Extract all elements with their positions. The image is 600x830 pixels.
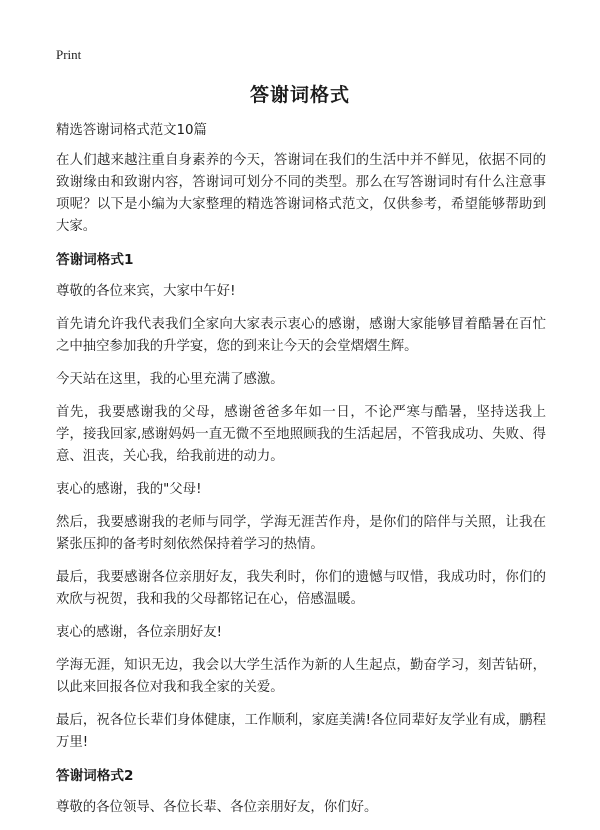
document-subtitle: 精选答谢词格式范文10篇 (56, 123, 207, 138)
paragraph: 首先，我要感谢我的父母，感谢爸爸多年如一日，不论严寒与酷暑，坚持送我上学，接我回家,感谢妈妈一直无微不至地照顾我的生活起居，不管我成功、失败、得意、沮丧，关心我，给我前进的动力。 (56, 405, 546, 464)
paragraph: 今天站在这里，我的心里充满了感激。 (56, 372, 284, 387)
paragraph: 首先请允许我代表我们全家向大家表示衷心的感谢，感谢大家能够冒着酷暑在百忙之中抽空参加我的升学宴，您的到来让今天的会堂熠熠生辉。 (56, 317, 546, 354)
paragraph: 衷心的感谢，我的"父母! (56, 482, 202, 497)
section-heading: 答谢词格式2 (56, 768, 134, 784)
page-title: 答谢词格式 (249, 84, 350, 106)
print-link[interactable]: Print (56, 47, 82, 62)
paragraph: 然后，我要感谢我的老师与同学，学海无涯苦作舟，是你们的陪伴与关照，让我在紧张压抑的备考时刻依然保持着学习的热情。 (56, 515, 546, 552)
paragraph: 最后，祝各位长辈们身体健康，工作顺利，家庭美满!各位同辈好友学业有成，鹏程万里! (56, 713, 546, 750)
intro-paragraph: 在人们越来越注重自身素养的今天，答谢词在我们的生活中并不鲜见，依据不同的致谢缘由和致谢内容，答谢词可划分不同的类型。那么在写答谢词时有什么注意事项呢？以下是小编为大家整理的精选答谢词格式范文，仅供参考，希望能够帮助到大家。 (56, 153, 546, 234)
paragraph: 最后，我要感谢各位亲朋好友，我失利时，你们的遗憾与叹惜，我成功时，你们的欢欣与祝贺，我和我的父母都铭记在心，倍感温暖。 (56, 570, 546, 607)
document-body (56, 120, 546, 830)
section-heading: 答谢词格式1 (56, 252, 134, 268)
paragraph: 衷心的感谢，各位亲朋好友! (56, 625, 223, 640)
section-1 (56, 249, 546, 754)
paragraph: 学海无涯，知识无边，我会以大学生活作为新的人生起点，勤奋学习，刻苦钻研，以此来回报各位对我和我全家的关爱。 (56, 658, 546, 695)
paragraph: 尊敬的各位来宾，大家中午好! (56, 284, 236, 299)
section-2 (56, 765, 546, 819)
paragraph: 尊敬的各位领导、各位长辈、各位亲朋好友，你们好。 (56, 800, 378, 815)
